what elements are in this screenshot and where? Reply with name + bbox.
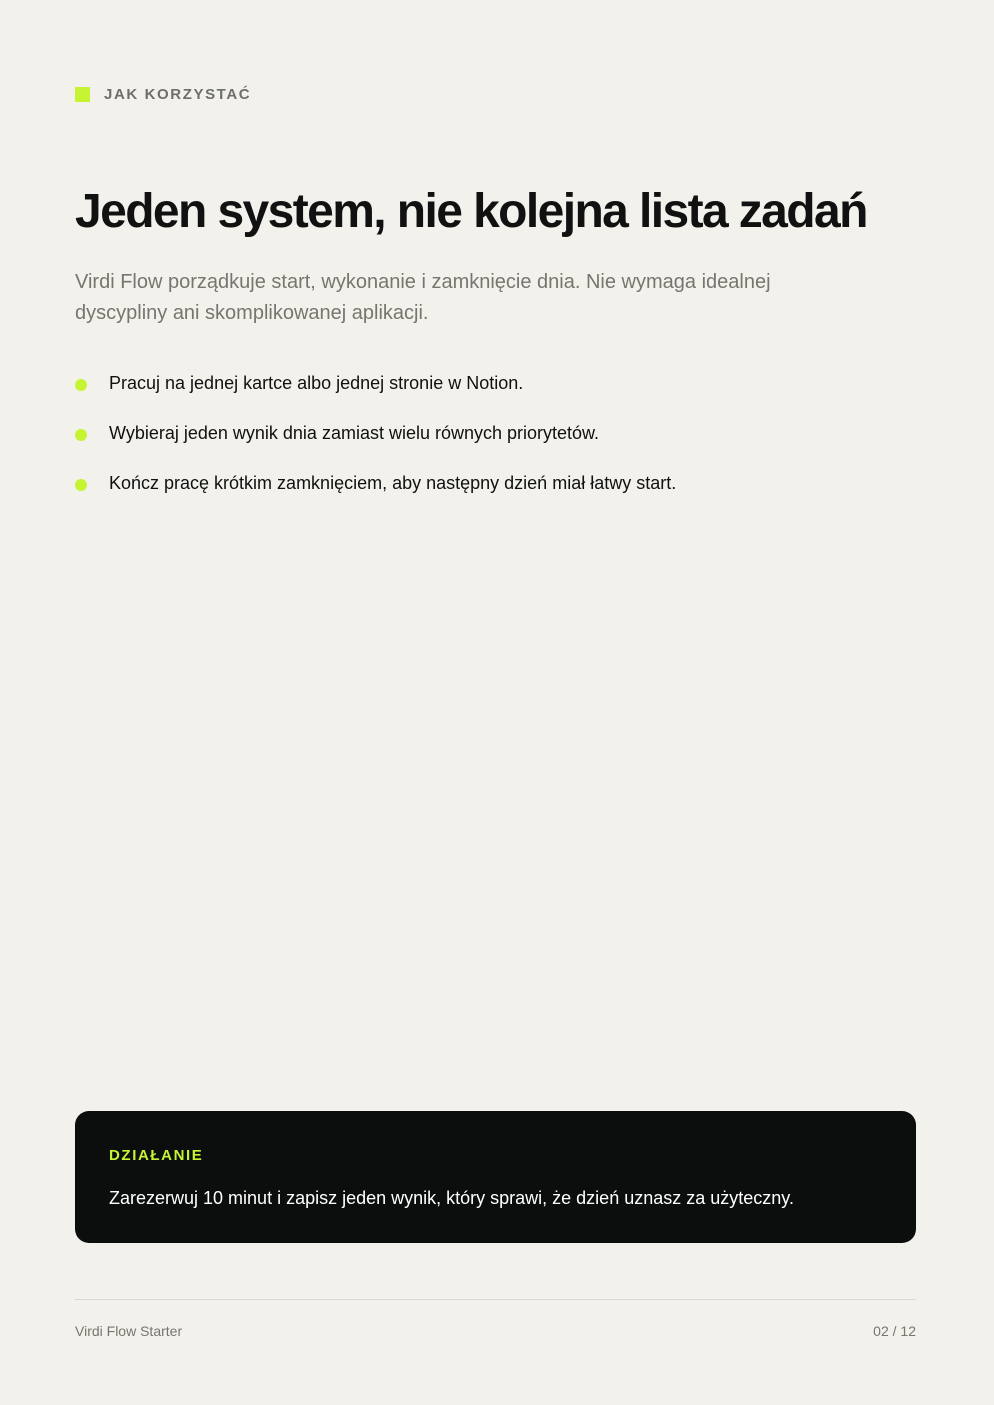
lead-paragraph: Virdi Flow porządkuje start, wykonanie i zamknięcie dnia. Nie wymaga idealnej dyscypliny ani skomplikowanej aplikacji. — [75, 271, 771, 324]
accent-square-icon — [75, 87, 90, 102]
action-card — [75, 1111, 916, 1243]
action-text: Zarezerwuj 10 minut i zapisz jeden wynik, który sprawi, że dzień uznasz za użyteczny. — [109, 1188, 794, 1208]
action-label: DZIAŁANIE — [109, 1147, 204, 1164]
footer-brand: Virdi Flow Starter — [75, 1323, 183, 1339]
section-eyebrow — [75, 86, 251, 103]
bullet-text: Kończ pracę krótkim zamknięciem, aby następny dzień miał łatwy start. — [109, 473, 677, 493]
page-title: Jeden system, nie kolejna lista zadań — [75, 185, 867, 238]
bullet-dot-icon — [75, 479, 87, 491]
bullet-text: Pracuj na jednej kartce albo jednej stronie w Notion. — [109, 373, 524, 393]
footer-divider — [75, 1299, 916, 1300]
bullet-text: Wybieraj jeden wynik dnia zamiast wielu równych priorytetów. — [109, 423, 600, 443]
page-number: 02 / 12 — [873, 1323, 916, 1339]
bullet-dot-icon — [75, 429, 87, 441]
section-label: JAK KORZYSTAĆ — [104, 86, 252, 103]
bullet-dot-icon — [75, 379, 87, 391]
